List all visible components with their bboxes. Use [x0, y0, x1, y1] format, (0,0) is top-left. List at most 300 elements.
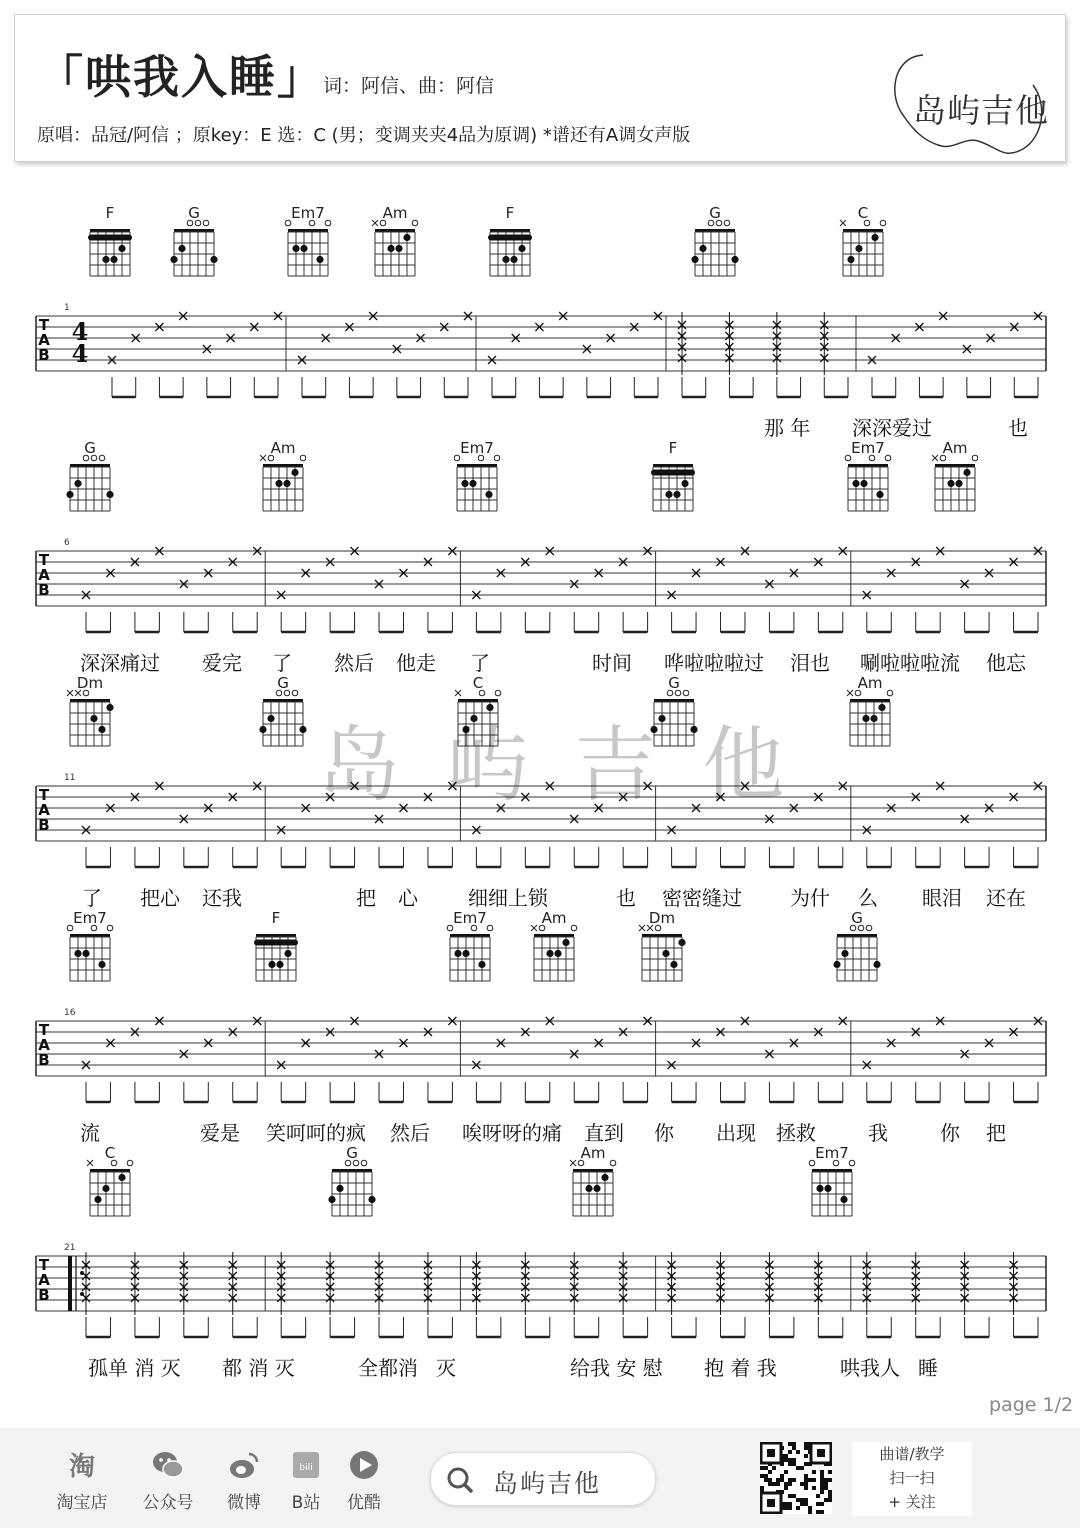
chord-dot	[658, 715, 665, 722]
chord-barre	[88, 235, 132, 241]
chord-dot	[454, 950, 461, 957]
lyric-text: 给我 安 慰	[570, 1356, 663, 1380]
chord-dot	[855, 245, 862, 252]
chord-dot	[678, 939, 685, 946]
chord-open-marker	[610, 1160, 616, 1166]
chord-diagram-Dm	[67, 674, 114, 746]
lyric-text: 爱是	[200, 1121, 240, 1145]
chord-open-marker	[361, 1160, 367, 1166]
footer-youku[interactable]	[334, 1448, 394, 1513]
chord-name: C	[857, 204, 869, 222]
chord-dot	[470, 715, 477, 722]
qr-module	[800, 1498, 804, 1502]
chord-open-marker	[849, 1160, 855, 1166]
chord-dot	[178, 245, 185, 252]
footer-label: 优酷	[347, 1493, 381, 1513]
qr-module	[800, 1482, 804, 1486]
chord-dot	[102, 1185, 109, 1192]
qr-finder	[767, 1449, 775, 1457]
footer-label: 公众号	[142, 1493, 194, 1513]
chord-dot	[873, 961, 880, 968]
qr-module	[828, 1490, 832, 1494]
footer-bar	[0, 1428, 1080, 1528]
chord-dot	[461, 480, 468, 487]
chord-dot	[670, 961, 677, 968]
chord-dot	[90, 715, 97, 722]
chord-dot	[824, 1185, 831, 1192]
qr-module	[792, 1458, 796, 1462]
svg-text:bili: bili	[299, 1463, 313, 1473]
qr-module	[804, 1474, 808, 1478]
footer-bilibili[interactable]	[276, 1448, 336, 1513]
qr-module	[808, 1478, 812, 1482]
footer-label: 淘宝店	[56, 1493, 108, 1513]
search-bar[interactable]	[430, 1452, 656, 1506]
lyric-text: 还我	[202, 886, 242, 910]
lyric-text: 心	[398, 886, 418, 910]
chord-dot	[106, 704, 113, 711]
chord-open-marker	[325, 220, 331, 226]
chord-open-marker	[683, 690, 689, 696]
chord-diagram-C	[87, 1144, 133, 1216]
lyric-text: 笑呵呵的疯	[266, 1121, 366, 1145]
lyric-text: 为什	[790, 886, 830, 910]
chord-dot	[673, 491, 680, 498]
chord-diagram-Am	[372, 204, 418, 276]
qr-module	[824, 1482, 828, 1486]
chord-dot	[876, 491, 883, 498]
chord-diagram-F	[88, 204, 132, 276]
lyric-text: 唰啦啦啦流	[860, 651, 960, 675]
qr-module	[776, 1482, 780, 1486]
chord-open-marker	[845, 455, 851, 461]
chord-dot	[518, 245, 525, 252]
qr-module	[796, 1466, 800, 1470]
tab-clef-letter: T	[38, 786, 50, 804]
chord-dot	[74, 950, 81, 957]
chord-open-marker	[99, 455, 105, 461]
qr-module	[764, 1478, 768, 1482]
qr-module	[788, 1478, 792, 1482]
chord-dot	[478, 961, 485, 968]
chord-dot	[947, 480, 954, 487]
tab-system	[36, 773, 1046, 867]
qr-module	[792, 1478, 796, 1482]
time-signature: 4	[71, 339, 89, 368]
lyric-text: 流	[80, 1121, 100, 1145]
qr-module	[820, 1490, 824, 1494]
chord-diagram-Em7	[67, 909, 113, 981]
chord-dot	[731, 256, 738, 263]
chord-dot	[593, 1185, 600, 1192]
qr-module	[788, 1482, 792, 1486]
weibo-icon	[227, 1448, 261, 1482]
chord-dot	[106, 491, 113, 498]
tab-clef-letter: T	[38, 1021, 50, 1039]
chord-diagram-Em7	[447, 909, 493, 981]
lyric-text: 了	[82, 886, 102, 910]
qr-module	[788, 1458, 792, 1462]
tab-clef-letter: A	[38, 331, 50, 349]
chord-name: G	[84, 439, 96, 457]
qr-module	[820, 1482, 824, 1486]
lyric-text: 哄我人	[840, 1356, 900, 1380]
chord-open-marker	[487, 925, 493, 931]
lyric-text: 也	[1008, 416, 1028, 440]
chord-dot	[462, 950, 469, 957]
chord-dot	[94, 1196, 101, 1203]
chord-diagram-G	[259, 674, 306, 746]
chord-name: G	[668, 674, 680, 692]
chord-name: Dm	[648, 909, 676, 927]
chord-dot	[486, 704, 493, 711]
qr-module	[824, 1478, 828, 1482]
chord-dot	[291, 469, 298, 476]
qr-module	[780, 1474, 784, 1478]
chord-diagram-G	[650, 674, 697, 746]
qr-module	[820, 1474, 824, 1478]
tab-clef-letter: A	[38, 801, 50, 819]
chord-name: Em7	[460, 439, 494, 457]
chord-name: Am	[942, 439, 968, 457]
qr-module	[792, 1462, 796, 1466]
qr-module	[804, 1454, 808, 1458]
qr-label: 曲谱/教学	[879, 1445, 945, 1463]
qr-module	[824, 1498, 828, 1502]
chord-name: Em7	[73, 909, 107, 927]
lyric-text: 抱 着 我	[704, 1356, 777, 1380]
qr-finder	[767, 1499, 775, 1507]
chord-name: G	[709, 204, 721, 222]
chord-dot	[860, 480, 867, 487]
qr-module	[816, 1494, 820, 1498]
chord-barre	[254, 940, 298, 946]
lyric-text: 把心	[140, 886, 180, 910]
chord-name: C	[104, 1144, 116, 1162]
chord-dot	[681, 480, 688, 487]
lyric-text: 泪也	[790, 651, 830, 675]
qr-label: 扫一扫	[889, 1469, 935, 1487]
chord-name: Am	[580, 1144, 606, 1162]
qr-module	[804, 1502, 808, 1506]
chord-dot	[546, 950, 553, 957]
chord-dot	[699, 245, 706, 252]
chord-dot	[585, 1185, 592, 1192]
measure-number: 21	[64, 1243, 76, 1253]
chord-name: Am	[857, 674, 883, 692]
qr-module	[808, 1506, 812, 1510]
chord-name: G	[188, 204, 200, 222]
chord-name: Em7	[453, 909, 487, 927]
chord-diagram-Em7	[809, 1144, 855, 1216]
chord-dot	[862, 715, 869, 722]
lyric-text: 他走	[396, 651, 436, 675]
lyric-text: 然后	[334, 651, 374, 675]
qr-module	[768, 1470, 772, 1474]
qr-module	[788, 1502, 792, 1506]
chord-diagram-G	[328, 1144, 375, 1216]
chord-dot	[284, 950, 291, 957]
chord-dot	[267, 715, 274, 722]
qr-module	[804, 1478, 808, 1482]
taobao-icon	[65, 1448, 99, 1482]
qr-module	[824, 1486, 828, 1490]
qr-module	[816, 1510, 820, 1514]
chord-name: F	[105, 204, 115, 222]
footer-label: 微博	[227, 1493, 261, 1513]
chord-name: G	[277, 674, 289, 692]
chord-dot	[662, 950, 669, 957]
chord-barre	[651, 470, 695, 476]
chord-dot	[98, 726, 105, 733]
qr-module	[788, 1506, 792, 1510]
chord-dot	[275, 480, 282, 487]
chord-diagram-F	[254, 909, 298, 981]
tab-clef-letter: B	[38, 346, 50, 364]
qr-module	[816, 1502, 820, 1506]
qr-module	[812, 1478, 816, 1482]
qr-module	[828, 1498, 832, 1502]
chord-dot	[650, 726, 657, 733]
chord-dot	[690, 726, 697, 733]
tab-clef-letter: A	[38, 1036, 50, 1054]
chord-open-marker	[300, 455, 306, 461]
chord-name: Em7	[815, 1144, 849, 1162]
qr-module	[804, 1486, 808, 1490]
lyric-text: 我	[868, 1121, 888, 1145]
chord-open-marker	[809, 1160, 815, 1166]
search-text: 岛屿吉他	[493, 1469, 602, 1498]
bilibili-icon	[289, 1448, 323, 1482]
chord-dot	[554, 950, 561, 957]
chord-diagram-Em7	[285, 204, 331, 276]
lyric-text: 你	[654, 1121, 674, 1145]
chord-dot	[74, 480, 81, 487]
lyric-text: 么	[858, 886, 878, 910]
footer-weibo[interactable]	[214, 1448, 274, 1513]
tab-clef-letter: B	[38, 816, 50, 834]
lyric-text: 深深爱过	[852, 416, 932, 440]
chord-dot	[469, 480, 476, 487]
chord-dot	[170, 256, 177, 263]
qr-module	[792, 1442, 796, 1446]
qr-module	[808, 1510, 812, 1514]
chord-dot	[118, 1174, 125, 1181]
chord-dot	[210, 256, 217, 263]
chord-open-marker	[67, 925, 73, 931]
footer-taobao[interactable]	[52, 1448, 112, 1513]
lyric-text: 那 年	[764, 416, 811, 440]
chord-dot	[98, 961, 105, 968]
chord-diagram-F	[488, 204, 532, 276]
lyric-text: 细细上锁	[468, 886, 548, 910]
qr-module	[760, 1486, 764, 1490]
chord-dot	[878, 704, 885, 711]
chord-open-marker	[880, 220, 886, 226]
chord-diagram-Am	[570, 1144, 616, 1216]
qr-module	[828, 1494, 832, 1498]
chord-dot	[502, 256, 509, 263]
measure-number: 16	[64, 1008, 76, 1018]
measure-number: 6	[64, 538, 70, 548]
chord-name: Em7	[851, 439, 885, 457]
chord-dot	[82, 950, 89, 957]
qr-module	[792, 1446, 796, 1450]
chord-dot	[601, 1174, 608, 1181]
chord-diagram-G	[691, 204, 738, 276]
chord-dot	[387, 245, 394, 252]
chord-open-marker	[885, 455, 891, 461]
chord-open-marker	[571, 925, 577, 931]
chord-dot	[510, 256, 517, 263]
qr-module	[768, 1478, 772, 1482]
chord-open-marker	[292, 690, 298, 696]
lyric-text: 你	[940, 1121, 960, 1145]
lyric-text: 拯救	[776, 1121, 816, 1145]
chord-dot	[259, 726, 266, 733]
chord-dot	[691, 256, 698, 263]
lyric-text: 密密缝过	[662, 886, 742, 910]
chord-diagram-Am	[847, 674, 893, 746]
song-title: 「哄我入睡」	[37, 50, 325, 104]
chord-dot	[840, 1196, 847, 1203]
qr-module	[772, 1466, 776, 1470]
chord-open-marker	[866, 925, 872, 931]
qr-module	[764, 1466, 768, 1470]
lyric-text: 深深痛过	[80, 651, 160, 675]
svg-text:淘: 淘	[68, 1452, 96, 1482]
tab-clef-letter: B	[38, 1051, 50, 1069]
chord-dot	[328, 1196, 335, 1203]
chord-open-marker	[127, 1160, 133, 1166]
qr-module	[828, 1478, 832, 1482]
qr-module	[804, 1446, 808, 1450]
tab-clef-letter: T	[38, 1256, 50, 1274]
chord-name: C	[472, 674, 484, 692]
chord-dot	[665, 491, 672, 498]
qr-module	[804, 1482, 808, 1486]
chord-diagram-Dm	[639, 909, 686, 981]
chord-dot	[870, 715, 877, 722]
lyric-text: 他忘	[986, 651, 1026, 675]
chord-open-marker	[203, 220, 209, 226]
chord-name: F	[668, 439, 678, 457]
qr-module	[784, 1486, 788, 1490]
qr-module	[828, 1470, 832, 1474]
qr-module	[796, 1506, 800, 1510]
qr-module	[768, 1482, 772, 1486]
tab-system	[36, 303, 1046, 397]
chord-dot	[963, 469, 970, 476]
chord-name: Am	[270, 439, 296, 457]
lyric-text: 睡	[918, 1356, 938, 1380]
chord-open-marker	[285, 220, 291, 226]
qr-module	[800, 1502, 804, 1506]
qr-module	[804, 1498, 808, 1502]
qr-module	[780, 1478, 784, 1482]
chord-open-marker	[412, 220, 418, 226]
lyric-text: 唉呀呀的痛	[462, 1121, 562, 1145]
qr-module	[804, 1442, 808, 1446]
chord-dot	[833, 961, 840, 968]
chord-diagram-G	[833, 909, 880, 981]
tab-clef-letter: T	[38, 551, 50, 569]
lyric-text: 把	[986, 1121, 1006, 1145]
lyric-text: 还在	[986, 886, 1026, 910]
chord-diagram-Em7	[845, 439, 891, 511]
qr-module	[804, 1462, 808, 1466]
chord-dot	[847, 256, 854, 263]
chord-dot	[292, 245, 299, 252]
chord-dot	[110, 256, 117, 263]
tab-clef-letter: B	[38, 581, 50, 599]
qr-module	[792, 1494, 796, 1498]
chord-open-marker	[724, 220, 730, 226]
qr-code	[760, 1442, 832, 1514]
lyric-text: 都 消 灭	[222, 1356, 295, 1380]
chord-open-marker	[972, 455, 978, 461]
qr-module	[788, 1442, 792, 1446]
lyric-text: 了	[470, 651, 490, 675]
chord-diagram-C	[840, 204, 886, 276]
qr-module	[784, 1482, 788, 1486]
chord-diagram-Am	[531, 909, 577, 981]
lyric-text: 眼泪	[922, 886, 962, 910]
qr-finder	[817, 1449, 825, 1457]
chord-dot	[871, 234, 878, 241]
chord-name: G	[851, 909, 863, 927]
qr-module	[784, 1502, 788, 1506]
chord-name: Am	[382, 204, 408, 222]
chord-dot	[276, 961, 283, 968]
chord-dot	[462, 726, 469, 733]
chord-dot	[66, 491, 73, 498]
youku-icon	[347, 1448, 381, 1482]
qr-module	[812, 1486, 816, 1490]
qr-module	[800, 1466, 804, 1470]
chord-name: G	[346, 1144, 358, 1162]
song-credits: 词：阿信、曲：阿信	[323, 75, 495, 97]
chord-dot	[300, 245, 307, 252]
chord-dot	[816, 1185, 823, 1192]
qr-module	[764, 1474, 768, 1478]
qr-module	[760, 1466, 764, 1470]
chord-name: F	[505, 204, 515, 222]
tab-clef-letter: B	[38, 1286, 50, 1304]
chord-diagram-Am	[932, 439, 978, 511]
tab-clef-letter: T	[38, 316, 50, 334]
qr-module	[788, 1450, 792, 1454]
time-signature: 4	[71, 317, 89, 346]
chord-dot	[268, 961, 275, 968]
chord-dot	[368, 1196, 375, 1203]
chord-open-marker	[887, 690, 893, 696]
chord-dot	[955, 480, 962, 487]
lyric-text: 把	[356, 886, 376, 910]
lyric-text: 时间	[592, 651, 632, 675]
footer-wechat[interactable]	[138, 1448, 198, 1513]
wechat-icon	[151, 1448, 185, 1482]
lyric-text: 灭	[436, 1356, 456, 1380]
chord-name: Dm	[76, 674, 104, 692]
chord-dot	[316, 256, 323, 263]
lyric-text: 爱完	[202, 651, 242, 675]
logo-text: 岛屿吉他	[913, 91, 1049, 130]
song-info: 原唱：品冠/阿信 ；原key：E 选：C (男；变调夹夹4品为原调) *谱还有A调女声版	[37, 125, 691, 146]
chord-open-marker	[107, 925, 113, 931]
qr-module	[772, 1482, 776, 1486]
qr-label: + 关注	[888, 1493, 936, 1511]
